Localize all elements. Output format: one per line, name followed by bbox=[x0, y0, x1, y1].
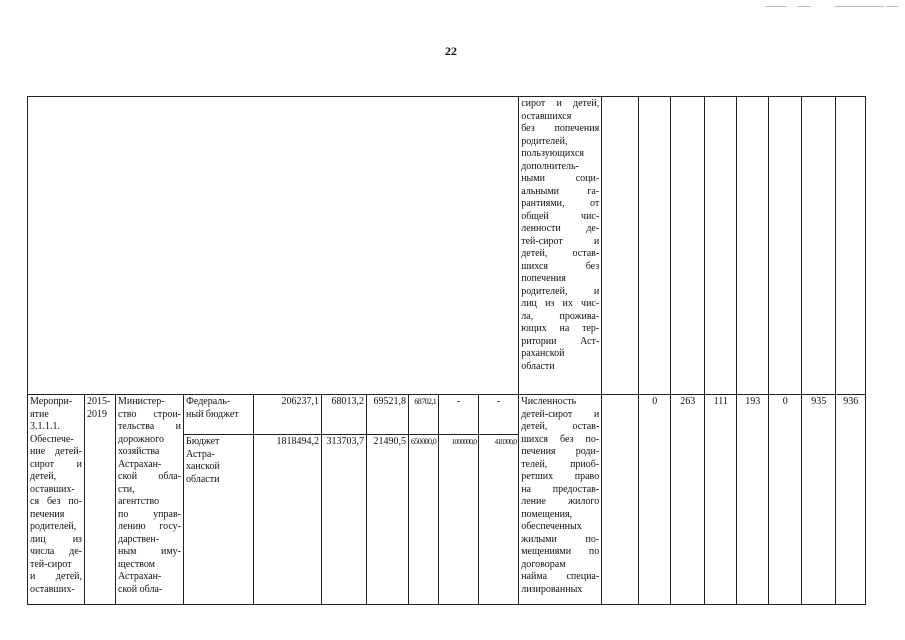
text-line: хозяйства bbox=[118, 446, 160, 457]
scan-artifact bbox=[886, 6, 898, 7]
text-line: родителей, и bbox=[521, 285, 600, 297]
continuation-value-cell bbox=[802, 97, 836, 395]
text-line: печения bbox=[30, 508, 65, 520]
text-line: тельства и bbox=[118, 421, 181, 432]
continuation-merged-cell bbox=[28, 97, 519, 395]
text-line: пользующихся bbox=[521, 148, 584, 159]
text-line: печения роди- bbox=[521, 446, 600, 457]
text-line: 2015- bbox=[87, 396, 111, 407]
text-line: ся без по- bbox=[30, 496, 82, 507]
text-line: Обеспече- bbox=[30, 433, 74, 445]
text-line: сирот и bbox=[30, 458, 82, 470]
text-line: шихся без по- bbox=[521, 433, 600, 445]
federal-source-cell bbox=[184, 395, 254, 435]
text-line: общей чис- bbox=[521, 210, 600, 222]
text-line: тей-сирот bbox=[30, 558, 72, 570]
value-2: 111 bbox=[705, 395, 737, 605]
text-line: обеспеченных bbox=[521, 521, 582, 532]
regional-2019: 418300,0 bbox=[479, 435, 519, 605]
text-line: детей-сирот и bbox=[521, 408, 600, 420]
text-line: найма специа- bbox=[521, 571, 600, 582]
value-1: 263 bbox=[671, 395, 705, 605]
text-line: ный бюджет bbox=[186, 408, 239, 420]
continuation-indicator-cell bbox=[519, 97, 602, 395]
federal-2017: 68702,1 bbox=[409, 395, 439, 435]
text-line: тей-сирот и bbox=[521, 235, 600, 247]
text-line: ской обла- bbox=[118, 583, 163, 595]
measure-executor-cell bbox=[116, 395, 184, 605]
text-line: раханской bbox=[521, 348, 565, 359]
regional-2016: 21490,5 bbox=[367, 435, 409, 605]
regional-source-cell bbox=[184, 435, 254, 605]
text-line: Астрахан- bbox=[118, 571, 162, 582]
federal-2016: 69521,8 bbox=[367, 395, 409, 435]
value-5: 935 bbox=[802, 395, 836, 605]
text-line: 3.1.1.1. bbox=[30, 421, 60, 432]
federal-total: 206237,1 bbox=[254, 395, 322, 435]
text-line: без попечения bbox=[521, 123, 600, 134]
text-line: Федераль- bbox=[186, 396, 231, 407]
scan-artifact bbox=[765, 6, 787, 7]
text-line: сирот и детей, bbox=[521, 98, 600, 109]
text-line: помещения, bbox=[521, 508, 573, 520]
continuation-value-cell bbox=[705, 97, 737, 395]
scan-artifact bbox=[834, 6, 884, 7]
text-line: рантиями, от bbox=[521, 198, 600, 209]
federal-2018: - bbox=[439, 395, 479, 435]
text-line: оставших- bbox=[30, 583, 75, 595]
text-line: ритории Аст- bbox=[521, 335, 600, 347]
regional-total: 1818494,2 bbox=[254, 435, 322, 605]
text-line: ющих на тер- bbox=[521, 323, 600, 334]
scan-artifact bbox=[797, 6, 811, 7]
continuation-value-cell bbox=[836, 97, 866, 395]
text-line: детей, остав- bbox=[521, 248, 600, 259]
text-line: числа де- bbox=[30, 546, 82, 557]
continuation-value-cell bbox=[639, 97, 671, 395]
text-line: по управ- bbox=[118, 508, 181, 520]
text-line: шихся без bbox=[521, 260, 600, 272]
text-line: ханской bbox=[186, 461, 220, 472]
text-line: детей, остав- bbox=[521, 421, 600, 432]
text-line: Бюджет bbox=[186, 436, 220, 447]
text-line: ществом bbox=[118, 558, 155, 570]
text-line: лизированных bbox=[521, 583, 583, 595]
text-line: дополнитель- bbox=[521, 160, 579, 172]
text-line: ятие bbox=[30, 408, 49, 420]
text-line: Министер- bbox=[118, 396, 165, 407]
value-3: 193 bbox=[737, 395, 769, 605]
text-line: мещениями по bbox=[521, 546, 600, 557]
text-line: дорожного bbox=[118, 433, 164, 445]
text-line: родителей, bbox=[30, 521, 77, 532]
text-line: лиц из bbox=[30, 533, 82, 545]
text-line: телей, приоб- bbox=[521, 458, 600, 470]
measure-row-federal bbox=[28, 395, 866, 435]
text-line: оставшихся bbox=[521, 110, 572, 122]
continuation-row bbox=[28, 97, 866, 395]
text-line: дарствен- bbox=[118, 533, 160, 545]
text-line: области bbox=[521, 360, 555, 372]
regional-2018: 1000000,0 bbox=[439, 435, 479, 605]
continuation-unit-cell bbox=[602, 97, 639, 395]
text-line: ла, прожива- bbox=[521, 310, 600, 322]
continuation-value-cell bbox=[769, 97, 802, 395]
text-line: оставших- bbox=[30, 483, 75, 495]
text-line: ными соци- bbox=[521, 173, 600, 184]
measure-name-cell bbox=[28, 395, 85, 605]
text-line: ление жилого bbox=[521, 496, 600, 507]
text-line: попечения bbox=[521, 273, 566, 284]
text-line: ской обла- bbox=[118, 471, 181, 482]
text-line: Меропри- bbox=[30, 396, 73, 407]
federal-2015: 68013,2 bbox=[322, 395, 367, 435]
value-6: 936 bbox=[836, 395, 866, 605]
text-line: родителей, bbox=[521, 135, 568, 147]
text-line: ленности де- bbox=[521, 223, 600, 234]
regional-2015: 313703,7 bbox=[322, 435, 367, 605]
text-line: ние детей- bbox=[30, 446, 82, 457]
text-line: на предостав- bbox=[521, 483, 600, 495]
federal-2019: - bbox=[479, 395, 519, 435]
page-number: 22 bbox=[445, 44, 457, 58]
value-4: 0 bbox=[769, 395, 802, 605]
text-line: детей, bbox=[30, 471, 57, 482]
text-line: лиц из их чис- bbox=[521, 298, 600, 309]
text-line: альными га- bbox=[521, 185, 600, 197]
text-line: ство строи- bbox=[118, 408, 181, 420]
text-line: сти, bbox=[118, 483, 135, 495]
continuation-value-cell bbox=[737, 97, 769, 395]
text-line: Астра- bbox=[186, 448, 215, 460]
text-line: и детей, bbox=[30, 571, 82, 582]
text-line: ным иму- bbox=[118, 546, 181, 557]
program-table bbox=[27, 96, 866, 605]
regional-2017: 650000,0 bbox=[409, 435, 439, 605]
value-0: 0 bbox=[639, 395, 671, 605]
text-line: жилыми по- bbox=[521, 533, 600, 545]
text-line: ретших право bbox=[521, 471, 600, 482]
text-line: Численность bbox=[521, 396, 577, 407]
text-line: Астрахан- bbox=[118, 458, 162, 470]
text-line: 2019 bbox=[87, 408, 107, 420]
measure-period-cell bbox=[85, 395, 116, 605]
text-line: договорам bbox=[521, 558, 566, 570]
text-line: лению госу- bbox=[118, 521, 181, 532]
text-line: агентство bbox=[118, 496, 160, 507]
measure-indicator-cell bbox=[519, 395, 602, 605]
text-line: области bbox=[186, 473, 220, 485]
measure-unit-cell bbox=[602, 395, 639, 605]
continuation-value-cell bbox=[671, 97, 705, 395]
